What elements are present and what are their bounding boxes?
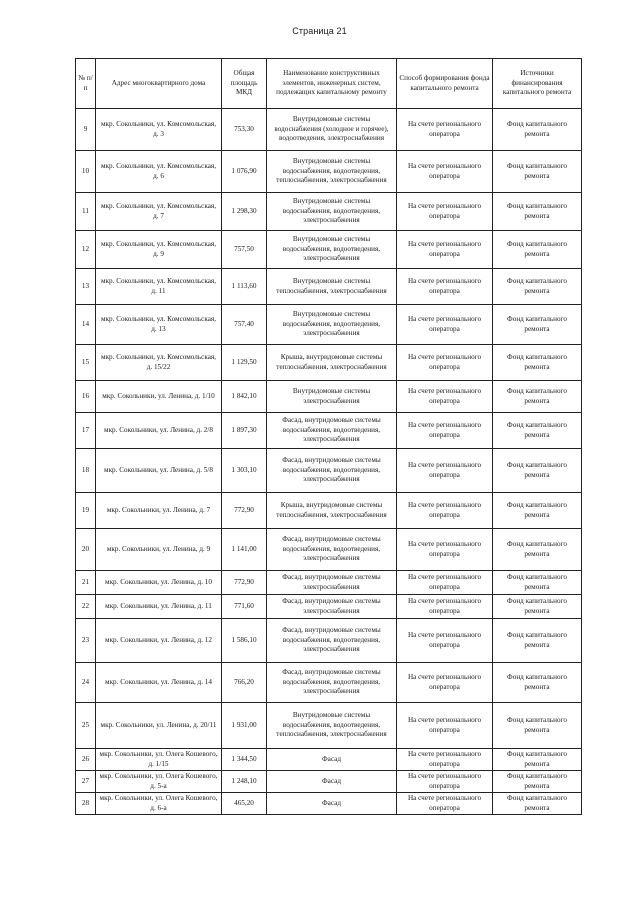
row-area: 465,20 <box>222 793 267 815</box>
row-source: Фонд капитального ремонта <box>493 381 582 413</box>
row-source: Фонд капитального ремонта <box>493 345 582 381</box>
row-method: На счете регионального оператора <box>397 595 493 619</box>
row-systems: Фасад <box>267 749 397 771</box>
row-area: 1 344,50 <box>222 749 267 771</box>
table-row <box>76 193 582 231</box>
row-area: 1 298,30 <box>222 193 267 231</box>
header-systems: Наименование конструктивных элементов, инженерных систем, подлежащих капитальному ремонту <box>267 59 397 109</box>
row-systems: Внутридомовые системы водоснабжения, водоотведения, электроснабжения <box>267 305 397 345</box>
row-method: На счете регионального оператора <box>397 231 493 269</box>
row-source: Фонд капитального ремонта <box>493 571 582 595</box>
row-method: На счете регионального оператора <box>397 449 493 493</box>
row-address: мкр. Сокольники, ул. Ленина, д. 20/11 <box>96 703 222 749</box>
page-number: Страница 21 <box>292 26 347 36</box>
row-area: 1 897,30 <box>222 413 267 449</box>
row-systems: Фасад, внутридомовые системы водоснабжения, водоотведения, электроснабжения <box>267 413 397 449</box>
table-row <box>76 571 582 595</box>
row-number: 21 <box>76 571 96 595</box>
row-method: На счете регионального оператора <box>397 529 493 571</box>
row-method: На счете регионального оператора <box>397 109 493 151</box>
table-row <box>76 151 582 193</box>
row-number: 12 <box>76 231 96 269</box>
row-source: Фонд капитального ремонта <box>493 449 582 493</box>
table-row <box>76 595 582 619</box>
row-area: 766,20 <box>222 663 267 703</box>
row-address: мкр. Сокольники, ул. Комсомольская, д. 6 <box>96 151 222 193</box>
row-number: 16 <box>76 381 96 413</box>
row-area: 772,90 <box>222 571 267 595</box>
row-address: мкр. Сокольники, ул. Олега Кошевого, д. 1/15 <box>96 749 222 771</box>
row-address: мкр. Сокольники, ул. Олега Кошевого, д. 5-а <box>96 771 222 793</box>
row-area: 1 113,60 <box>222 269 267 305</box>
row-source: Фонд капитального ремонта <box>493 749 582 771</box>
row-systems: Фасад, внутридомовые системы водоснабжения, водоотведения, электроснабжения <box>267 619 397 663</box>
row-systems: Внутридомовые системы водоснабжения, водоотведения, электроснабжения <box>267 231 397 269</box>
row-address: мкр. Сокольники, ул. Комсомольская, д. 13 <box>96 305 222 345</box>
row-method: На счете регионального оператора <box>397 749 493 771</box>
row-method: На счете регионального оператора <box>397 493 493 529</box>
row-area: 1 842,10 <box>222 381 267 413</box>
row-source: Фонд капитального ремонта <box>493 595 582 619</box>
row-source: Фонд капитального ремонта <box>493 305 582 345</box>
table-row <box>76 345 582 381</box>
row-method: На счете регионального оператора <box>397 413 493 449</box>
row-area: 772,90 <box>222 493 267 529</box>
row-source: Фонд капитального ремонта <box>493 771 582 793</box>
row-area: 753,30 <box>222 109 267 151</box>
row-method: На счете регионального оператора <box>397 381 493 413</box>
row-systems: Фасад, внутридомовые системы электроснабжения <box>267 571 397 595</box>
row-address: мкр. Сокольники, ул. Комсомольская, д. 3 <box>96 109 222 151</box>
header-number: № п/п <box>76 59 96 109</box>
row-number: 24 <box>76 663 96 703</box>
row-systems: Фасад, внутридомовые системы водоснабжения, водоотведения, электроснабжения <box>267 529 397 571</box>
row-address: мкр. Сокольники, ул. Комсомольская, д. 15/22 <box>96 345 222 381</box>
row-systems: Крыша, внутридомовые системы теплоснабжения, электроснабжения <box>267 345 397 381</box>
row-number: 17 <box>76 413 96 449</box>
row-address: мкр. Сокольники, ул. Ленина, д. 9 <box>96 529 222 571</box>
row-source: Фонд капитального ремонта <box>493 269 582 305</box>
row-source: Фонд капитального ремонта <box>493 413 582 449</box>
header-area: Общая площадь МКД <box>222 59 267 109</box>
row-number: 28 <box>76 793 96 815</box>
row-source: Фонд капитального ремонта <box>493 109 582 151</box>
row-method: На счете регионального оператора <box>397 151 493 193</box>
row-area: 757,50 <box>222 231 267 269</box>
row-method: На счете регионального оператора <box>397 571 493 595</box>
row-area: 1 248,10 <box>222 771 267 793</box>
row-address: мкр. Сокольники, ул. Ленина, д. 11 <box>96 595 222 619</box>
row-number: 26 <box>76 749 96 771</box>
row-number: 15 <box>76 345 96 381</box>
row-number: 19 <box>76 493 96 529</box>
table-row <box>76 109 582 151</box>
row-method: На счете регионального оператора <box>397 663 493 703</box>
row-area: 1 586,10 <box>222 619 267 663</box>
row-method: На счете регионального оператора <box>397 619 493 663</box>
row-address: мкр. Сокольники, ул. Ленина, д. 2/8 <box>96 413 222 449</box>
row-area: 1 076,90 <box>222 151 267 193</box>
row-source: Фонд капитального ремонта <box>493 231 582 269</box>
header-address: Адрес многоквартирного дома <box>96 59 222 109</box>
row-method: На счете регионального оператора <box>397 269 493 305</box>
row-source: Фонд капитального ремонта <box>493 663 582 703</box>
row-systems: Внутридомовые системы водоснабжения, водоотведения, электроснабжения <box>267 193 397 231</box>
row-area: 1 931,00 <box>222 703 267 749</box>
row-source: Фонд капитального ремонта <box>493 193 582 231</box>
row-systems: Фасад <box>267 771 397 793</box>
header-source: Источники финансирования капитального ремонта <box>493 59 582 109</box>
row-number: 18 <box>76 449 96 493</box>
row-systems: Внутридомовые системы электроснабжения <box>267 381 397 413</box>
row-area: 1 303,10 <box>222 449 267 493</box>
table-row <box>76 269 582 305</box>
row-systems: Внутридомовые системы водоснабжения, водоотведения, теплоснабжения, электроснабжения <box>267 151 397 193</box>
table-body <box>76 109 582 815</box>
row-systems: Крыша, внутридомовые системы теплоснабжения, электроснабжения <box>267 493 397 529</box>
row-area: 1 129,50 <box>222 345 267 381</box>
table-row <box>76 381 582 413</box>
row-systems: Фасад, внутридомовые системы водоснабжения, водоотведения, электроснабжения <box>267 449 397 493</box>
row-area: 771,60 <box>222 595 267 619</box>
row-method: На счете регионального оператора <box>397 703 493 749</box>
row-address: мкр. Сокольники, ул. Комсомольская, д. 9 <box>96 231 222 269</box>
row-source: Фонд капитального ремонта <box>493 493 582 529</box>
row-method: На счете регионального оператора <box>397 193 493 231</box>
header-method: Способ формирования фонда капитального ремонта <box>397 59 493 109</box>
row-systems: Фасад, внутридомовые системы водоснабжения, водоотведения, электроснабжения <box>267 663 397 703</box>
row-number: 27 <box>76 771 96 793</box>
table-row <box>76 449 582 493</box>
row-method: На счете регионального оператора <box>397 771 493 793</box>
row-number: 10 <box>76 151 96 193</box>
row-source: Фонд капитального ремонта <box>493 619 582 663</box>
row-address: мкр. Сокольники, ул. Комсомольская, д. 11 <box>96 269 222 305</box>
table-header-row <box>76 59 582 109</box>
row-source: Фонд капитального ремонта <box>493 793 582 815</box>
table-row <box>76 305 582 345</box>
row-number: 13 <box>76 269 96 305</box>
row-source: Фонд капитального ремонта <box>493 703 582 749</box>
table-row <box>76 493 582 529</box>
row-systems: Внутридомовые системы водоснабжения, водоотведения, теплоснабжения, электроснабжения <box>267 703 397 749</box>
row-area: 757,40 <box>222 305 267 345</box>
table-row <box>76 793 582 815</box>
table-row <box>76 663 582 703</box>
row-source: Фонд капитального ремонта <box>493 151 582 193</box>
row-method: На счете регионального оператора <box>397 305 493 345</box>
row-source: Фонд капитального ремонта <box>493 529 582 571</box>
row-method: На счете регионального оператора <box>397 793 493 815</box>
row-address: мкр. Сокольники, ул. Ленина, д. 10 <box>96 571 222 595</box>
row-number: 14 <box>76 305 96 345</box>
row-systems: Внутридомовые системы теплоснабжения, электроснабжения <box>267 269 397 305</box>
row-address: мкр. Сокольники, ул. Ленина, д. 5/8 <box>96 449 222 493</box>
row-address: мкр. Сокольники, ул. Ленина, д. 12 <box>96 619 222 663</box>
row-number: 20 <box>76 529 96 571</box>
row-systems: Фасад <box>267 793 397 815</box>
row-number: 25 <box>76 703 96 749</box>
table-row <box>76 413 582 449</box>
row-address: мкр. Сокольники, ул. Ленина, д. 7 <box>96 493 222 529</box>
row-systems: Фасад, внутридомовые системы электроснабжения <box>267 595 397 619</box>
row-method: На счете регионального оператора <box>397 345 493 381</box>
row-address: мкр. Сокольники, ул. Комсомольская, д. 7 <box>96 193 222 231</box>
table-row <box>76 749 582 771</box>
table-row <box>76 619 582 663</box>
repair-program-table <box>75 58 582 815</box>
table-row <box>76 231 582 269</box>
row-number: 9 <box>76 109 96 151</box>
row-number: 23 <box>76 619 96 663</box>
table-row <box>76 703 582 749</box>
row-number: 22 <box>76 595 96 619</box>
table-row <box>76 529 582 571</box>
row-number: 11 <box>76 193 96 231</box>
row-systems: Внутридомовые системы водоснабжения (холодное и горячее), водоотведения, электроснабжения <box>267 109 397 151</box>
table-row <box>76 771 582 793</box>
row-address: мкр. Сокольники, ул. Олега Кошевого, д. 6-а <box>96 793 222 815</box>
row-address: мкр. Сокольники, ул. Ленина, д. 14 <box>96 663 222 703</box>
row-area: 1 141,00 <box>222 529 267 571</box>
row-address: мкр. Сокольники, ул. Ленина, д. 1/10 <box>96 381 222 413</box>
